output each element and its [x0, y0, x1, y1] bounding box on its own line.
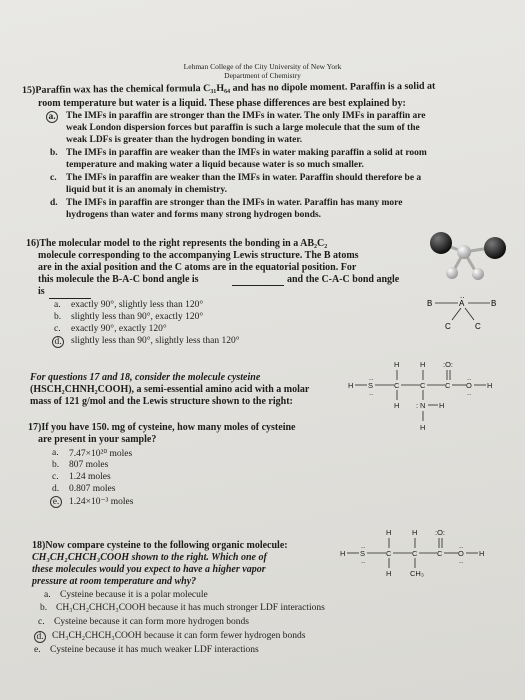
header-college: Lehman College of the City University of New York — [183, 62, 342, 71]
q17-option-b-marker: b. — [52, 460, 60, 470]
q15-option-b-line1: The IMFs in paraffin are weaker than the IMFs in water making paraffin a solid at room — [66, 148, 427, 158]
q16-stem-line6: is — [38, 286, 45, 297]
q15-option-c-line1: The IMFs in paraffin are weaker than the IMFs in water. Paraffin should therefore be a — [66, 173, 422, 183]
q15-option-a-marker: a. — [48, 111, 58, 123]
q16-option-c-text: exactly 90°, exactly 120° — [71, 324, 167, 334]
q17-option-c-text: 1.24 moles — [69, 472, 111, 482]
lewis-lone-pair: .. — [460, 291, 465, 300]
intro-1718-line3: mass of 121 g/mol and the Lewis structure shown to the right: — [30, 396, 293, 407]
q17-option-c-marker: c. — [52, 472, 59, 482]
q15-stem-line2: room temperature but water is a liquid. These phase differences are best explained by: — [38, 98, 406, 109]
org-s-lone-top: .. — [361, 541, 366, 550]
lewis-atom-c-left: C — [445, 322, 451, 331]
q18-option-c-text: Cysteine because it can form more hydrogen bonds — [54, 617, 249, 627]
lewis-atom-b-left: B — [427, 299, 433, 308]
q18-option-d-marker: d. — [36, 631, 46, 643]
q18-stem-line3: these molecules would you expect to have a higher vapor — [32, 564, 266, 575]
q15-option-d-line1: The IMFs in paraffin are stronger than the IMFs in water. Paraffin has many more — [66, 198, 403, 208]
q17-option-a-text: 7.47×10²⁰ moles — [69, 449, 133, 459]
org-h-left: H — [340, 549, 346, 558]
q16-option-a-marker: a. — [54, 300, 61, 310]
org-o-lone-bottom: .. — [459, 556, 464, 565]
q18-option-a-text: Cysteine because it is a polar molecule — [60, 590, 208, 600]
cys-s-lone-top: .. — [369, 373, 374, 382]
q16-blank-2 — [49, 298, 91, 299]
ball-and-stick-model — [418, 220, 510, 286]
cys-o-single: O — [466, 381, 472, 390]
q15-option-d-line2: hydrogens than water and forms many strong hydrogen bonds. — [66, 210, 322, 220]
cys-n-h-right: H — [439, 401, 445, 410]
q18-stem-line2: CH₃CH₂CHCH₃COOH shown to the right. Which one of — [32, 552, 267, 563]
q18-stem-line4: pressure at room temperature and why? — [32, 576, 197, 587]
q17-stem-line1: 17)If you have 150. mg of cysteine, how many moles of cysteine — [28, 422, 296, 433]
q17-stem-line2: are present in your sample? — [38, 434, 157, 445]
org-h-bottom: H — [386, 569, 392, 578]
q18-option-b-text: CH₃CH₂CHCH₃COOH because it has much stronger LDF interactions — [56, 603, 325, 613]
org-s-lone-bottom: .. — [361, 556, 366, 565]
org-s: S — [360, 549, 366, 558]
org-c3: C — [437, 549, 443, 558]
model-atom-c2 — [472, 268, 484, 280]
org-c2: C — [412, 549, 418, 558]
q17-option-a-marker: a. — [52, 448, 59, 458]
cys-c3: C — [445, 381, 451, 390]
q16-stem-line2: molecule corresponding to the accompanying Lewis structure. The B atoms — [38, 250, 359, 261]
q15-option-c-marker: c. — [50, 173, 57, 183]
q15-option-d-marker: d. — [50, 198, 58, 208]
q16-option-c-marker: c. — [54, 324, 61, 334]
org-ch3: CH₃ — [410, 569, 424, 578]
q15-option-b-line2: temperature and making water a liquid because water is so much smaller. — [66, 160, 364, 170]
q16-option-b-marker: b. — [54, 312, 62, 322]
cys-h-right: H — [487, 381, 493, 390]
q16-stem-line3: are in the axial position and the C atoms are in the equatorial position. For — [38, 262, 357, 273]
q16-stem-line1: 16)The molecular model to the right represents the bonding in a AB₂C₂ — [26, 238, 328, 249]
org-c1: C — [386, 549, 392, 558]
org-o-single: O — [458, 549, 464, 558]
cys-n-h-bottom: H — [420, 423, 426, 432]
cys-h-left: H — [348, 381, 354, 390]
lewis-atom-b-right: B — [491, 299, 497, 308]
cys-s-lone-bottom: .. — [369, 388, 374, 397]
cys-o-lone-top: .. — [467, 373, 472, 382]
intro-1718-line2: (HSCH₂CHNH₂COOH), a semi-essential amino acid with a molar — [30, 384, 310, 395]
cys-h-bottom: H — [394, 401, 400, 410]
q16-blank-1 — [232, 285, 284, 286]
model-atom-b1 — [430, 232, 452, 254]
cys-h-top-1: H — [394, 360, 400, 369]
q16-stem-line4: this molecule the B-A-C bond angle is — [38, 274, 199, 285]
q15-option-a-line1: The IMFs in paraffin are stronger than the IMFs in water. The only IMFs in paraffin are — [66, 111, 426, 121]
q16-option-d-marker: d. — [54, 336, 64, 348]
cys-n: N — [420, 401, 426, 410]
q16-option-d-text: slightly less than 90°, slightly less than 120° — [71, 336, 240, 346]
q18-option-b-marker: b. — [40, 603, 48, 613]
q18-option-c-marker: c. — [38, 617, 45, 627]
intro-1718-line1: For questions 17 and 18, consider the molecule cysteine — [30, 372, 261, 383]
cys-o-lone-bottom: .. — [467, 388, 472, 397]
q15-stem-line1: 15)Paraffin wax has the chemical formula C₃₁H₆₄ and has no dipole moment. Paraffin is a solid at — [21, 80, 436, 96]
q18-option-a-marker: a. — [44, 590, 51, 600]
q18-option-d-text: CH₃CH₂CHCH₃COOH because it can form fewer hydrogen bonds — [52, 631, 306, 641]
model-atom-c1 — [446, 267, 458, 279]
q16-option-a-text: exactly 90°, slightly less than 120° — [71, 300, 204, 310]
cys-h-top-2: H — [420, 360, 426, 369]
q17-option-e-marker: e. — [52, 496, 62, 508]
model-atom-b2 — [484, 237, 506, 259]
cys-s: S — [368, 381, 374, 390]
q17-option-b-text: 807 moles — [69, 460, 109, 470]
header-department: Department of Chemistry — [224, 71, 301, 80]
q17-option-d-text: 0.807 moles — [69, 484, 116, 494]
org-o-lone-top: .. — [459, 541, 464, 550]
q18-stem-line1: 18)Now compare cysteine to the following organic molecule: — [32, 540, 288, 551]
q17-option-e-text: 1.24×10⁻³ moles — [69, 497, 134, 507]
org-h-top-1: H — [386, 528, 392, 537]
cysteine-lewis-structure — [340, 354, 525, 444]
lewis-atom-a: A — [459, 299, 465, 308]
lewis-atom-c-right: C — [475, 322, 481, 331]
q15-option-b-marker: b. — [50, 148, 58, 158]
q15-option-c-line2: liquid but it is an anomaly in chemistry. — [66, 185, 228, 195]
model-atom-a — [457, 245, 471, 259]
cys-c1: C — [394, 381, 400, 390]
q18-option-e-text: Cysteine because it has much weaker LDF interactions — [50, 645, 259, 655]
cys-c2: C — [420, 381, 426, 390]
q16-option-b-text: slightly less than 90°, exactly 120° — [71, 312, 204, 322]
cys-n-lone: : — [416, 401, 419, 410]
org-h-right: H — [479, 549, 485, 558]
org-h-top-2: H — [412, 528, 418, 537]
q15-option-a-line2: weak London dispersion forces but paraffin is such a large molecule that the sum of the — [66, 123, 420, 133]
cys-o-double: :O: — [443, 360, 454, 369]
q18-option-e-marker: e. — [34, 645, 41, 655]
lewis-structure-ab2c2 — [422, 288, 512, 334]
q15-option-a-line3: weak LDFs is greater than the hydrogen bonding in water. — [66, 135, 303, 145]
org-o-double: :O: — [435, 528, 446, 537]
q17-option-d-marker: d. — [52, 484, 60, 494]
organic-molecule-lewis-structure — [332, 522, 522, 582]
q16-stem-line5: and the C-A-C bond angle — [287, 274, 400, 285]
